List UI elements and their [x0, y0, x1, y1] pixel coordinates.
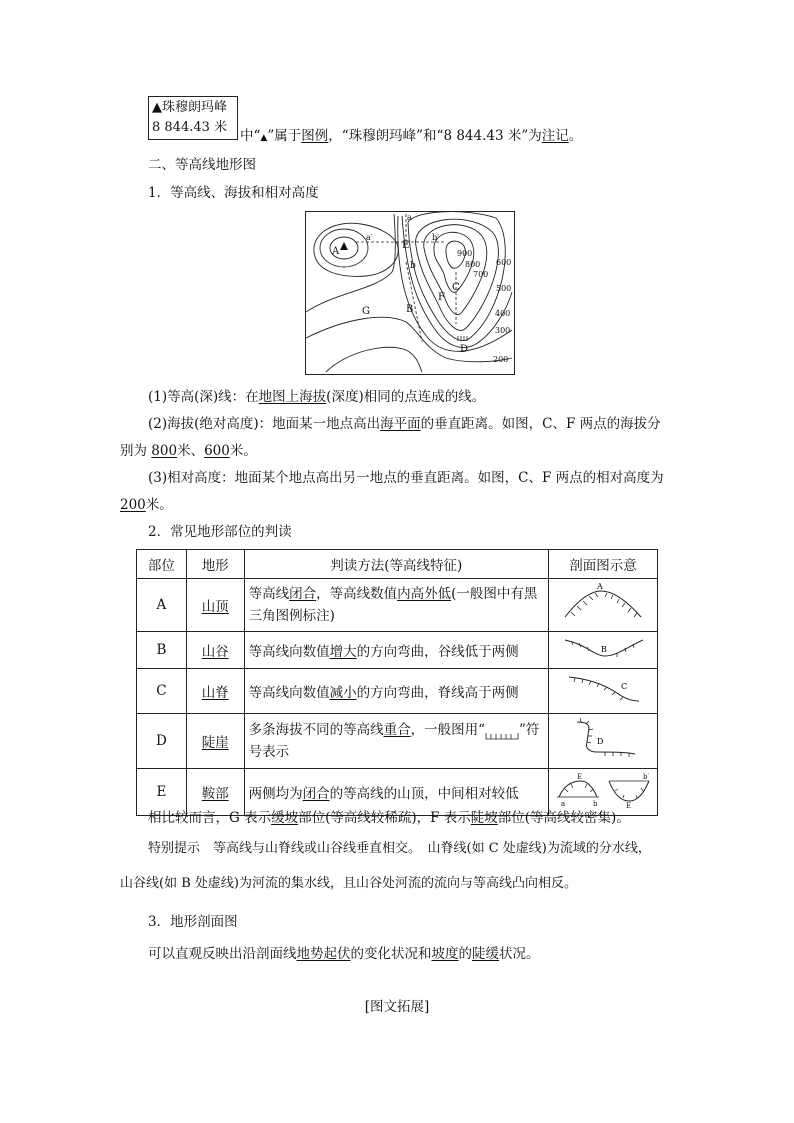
method-cell	[244, 669, 548, 714]
text: 可以直观反映出沿剖面线	[148, 946, 297, 962]
valley-profile-icon	[555, 634, 651, 662]
terrain-cell	[186, 714, 244, 769]
text: (1)等高(深)线：在	[148, 389, 259, 405]
contour-map-svg	[306, 212, 514, 374]
definition-2-line2	[120, 441, 257, 461]
peak-symbol-icon: ▲	[260, 133, 268, 143]
key-term: 地图上海拔	[258, 389, 327, 405]
map-label: a′	[366, 233, 373, 242]
map-label: b	[410, 261, 416, 271]
profile-figure-cell	[548, 669, 657, 714]
map-label: a	[407, 213, 412, 222]
contour-value: 400	[495, 309, 511, 318]
contour-line	[306, 214, 395, 312]
text: 部位(等高线较稀疏)，F 表示	[298, 810, 471, 826]
key-term: 减小	[329, 685, 357, 701]
table-header: 部位	[137, 550, 187, 579]
text: 状况。	[499, 946, 540, 962]
text: 等高线向数值	[248, 644, 330, 660]
legend-sentence	[240, 126, 582, 148]
definition-2-line1	[148, 414, 661, 434]
key-term: 陡缓	[472, 946, 499, 962]
special-tip-line2: 山谷线(如 B 处虚线)为河流的集水线，且山谷处河流的流向与等高线凸向相反。	[120, 876, 577, 891]
figure-label: B	[600, 645, 607, 654]
method-cell	[244, 579, 548, 632]
part-cell: C	[137, 669, 187, 714]
cliff-profile-icon	[555, 716, 651, 762]
profile-figure-cell	[548, 632, 657, 669]
special-tip-line1: 特别提示 等高线与山脊线或山谷线垂直相交。 山脊线(如 C 处虚线)为流域的分水线，	[148, 841, 651, 856]
text: 。	[568, 128, 583, 144]
profile-figure-cell	[548, 714, 657, 769]
map-label: G	[362, 306, 370, 317]
figure-label: E	[576, 773, 583, 781]
legend-box-line1: ▲珠穆朗玛峰	[152, 100, 227, 115]
text: ，“珠穆朗玛峰”和“8 844.43 米”为	[328, 128, 542, 144]
contour-line	[306, 317, 512, 362]
relative-height-value: 200	[120, 497, 146, 513]
key-term: 海平面	[380, 416, 421, 432]
text: ，一般图用“	[410, 722, 485, 738]
definition-3-line2	[120, 495, 173, 515]
part-cell: B	[137, 632, 187, 669]
ridge-profile-icon	[555, 671, 651, 707]
key-term: 坡度	[431, 946, 459, 962]
map-label: E	[402, 240, 410, 251]
method-cell	[244, 632, 548, 669]
extension-heading: [图文拓展]	[364, 999, 430, 1015]
table-header: 剖面图示意	[548, 550, 657, 579]
figure-label: b	[592, 800, 598, 808]
text: 米。	[145, 497, 173, 513]
text: 的方向弯曲，脊线高于两侧	[356, 685, 519, 701]
key-term: 陡坡	[470, 810, 498, 826]
text: 部位(等高线较密集)。	[497, 810, 630, 826]
altitude-value: 800	[151, 443, 178, 459]
part-cell: A	[137, 579, 187, 632]
figure-label: D	[596, 737, 604, 746]
terrain-term: 鞍部	[201, 786, 229, 802]
slope-comparison	[148, 808, 630, 828]
contour-value: 300	[495, 326, 511, 335]
definition-3-line1: (3)相对高度：地面某个地点高出另一地点的垂直距离。如图，C、F 两点的相对高度为	[148, 470, 664, 486]
key-term: 内高外低	[397, 586, 452, 602]
text: 相比较而言，G 表示	[148, 810, 272, 826]
part-cell: D	[137, 714, 187, 769]
item2-title: 2．常见地形部位的判读	[148, 524, 292, 540]
contour-value: 500	[496, 284, 512, 293]
contour-value: 900	[457, 249, 473, 258]
table-row	[137, 579, 658, 632]
contour-map	[305, 211, 515, 375]
peak-triangle-icon	[340, 242, 348, 250]
table-header: 地形	[186, 550, 244, 579]
cliff-symbol-icon	[485, 726, 519, 736]
terrain-term: 陡崖	[201, 735, 229, 751]
section-title: 二、等高线地形图	[148, 157, 256, 173]
figure-label: E	[625, 802, 632, 809]
map-label: A	[332, 246, 340, 257]
item3-title: 3．地形剖面图	[148, 914, 238, 930]
legend-box-line2: 8 844.43 米	[152, 120, 228, 135]
text: 的垂直距离。如图，C、F 两点的海拔分	[420, 416, 661, 432]
key-term: 缓坡	[271, 810, 299, 826]
table-row	[137, 632, 658, 669]
figure-label: b′	[642, 773, 650, 781]
text: ”属于	[267, 128, 302, 144]
text: 别为	[120, 443, 152, 459]
saddle-profile-icon	[553, 771, 653, 809]
figure-label: A	[596, 582, 603, 591]
text: 多条海拔不同的等高线	[248, 722, 384, 738]
table-row	[137, 669, 658, 714]
text: 等高线	[248, 586, 290, 602]
text: (2)海拔(绝对高度)：地面某一地点高出	[148, 416, 381, 432]
text: 等高线向数值	[248, 685, 330, 701]
terrain-term: 山顶	[201, 599, 229, 615]
text: ，等高线数值	[316, 586, 398, 602]
text: 米、	[177, 443, 205, 459]
terrain-term: 山谷	[201, 644, 229, 660]
text: 米。	[229, 443, 257, 459]
text: (一般图中有黑三角图例标注)	[248, 586, 538, 624]
part-cell: E	[137, 769, 187, 816]
map-label: C	[452, 282, 460, 293]
table-header-row	[137, 550, 658, 579]
map-label: b′	[432, 233, 439, 242]
figure-label: a	[560, 800, 566, 808]
profile-description	[148, 944, 540, 964]
key-term: 重合	[383, 722, 411, 738]
contour-value: 800	[465, 260, 481, 269]
profile-figure-cell	[548, 579, 657, 632]
terrain-term: 山脊	[201, 685, 229, 701]
text: 的	[458, 946, 472, 962]
terrain-cell	[186, 579, 244, 632]
table-row	[137, 714, 658, 769]
definition-1	[148, 387, 485, 407]
contour-value: 600	[496, 258, 512, 267]
text: 的等高线的山顶，中间相对较低	[329, 786, 519, 802]
map-label: B	[406, 304, 414, 315]
text: 两侧均为	[248, 786, 303, 802]
text: 的方向弯曲，谷线低于两侧	[356, 644, 519, 660]
key-term: 闭合	[289, 586, 317, 602]
contour-value: 700	[473, 270, 489, 279]
text: (深度)相同的点连成的线。	[326, 389, 486, 405]
map-label: D	[460, 344, 469, 355]
key-term: 闭合	[302, 786, 330, 802]
text: 的变化状况和	[350, 946, 432, 962]
altitude-value: 600	[204, 443, 230, 459]
figure-label: C	[620, 682, 628, 691]
legend-example-box	[148, 96, 238, 140]
key-term: 增大	[329, 644, 357, 660]
annotation-term: 注记	[541, 128, 569, 144]
summit-profile-icon	[555, 581, 651, 625]
terrain-cell	[186, 632, 244, 669]
key-term: 地势起伏	[296, 946, 351, 962]
contour-value: 200	[493, 355, 509, 364]
map-label: F	[438, 292, 445, 303]
terrain-table	[136, 549, 658, 816]
contour-line	[408, 212, 505, 341]
table-header: 判读方法(等高线特征)	[244, 550, 548, 579]
legend-term: 图例	[301, 128, 329, 144]
item1-title: 1．等高线、海拔和相对高度	[148, 185, 319, 201]
terrain-cell	[186, 669, 244, 714]
method-cell	[244, 714, 548, 769]
text: ”符号表示	[248, 722, 540, 760]
contour-line	[326, 347, 422, 372]
text: 中“	[240, 128, 261, 144]
